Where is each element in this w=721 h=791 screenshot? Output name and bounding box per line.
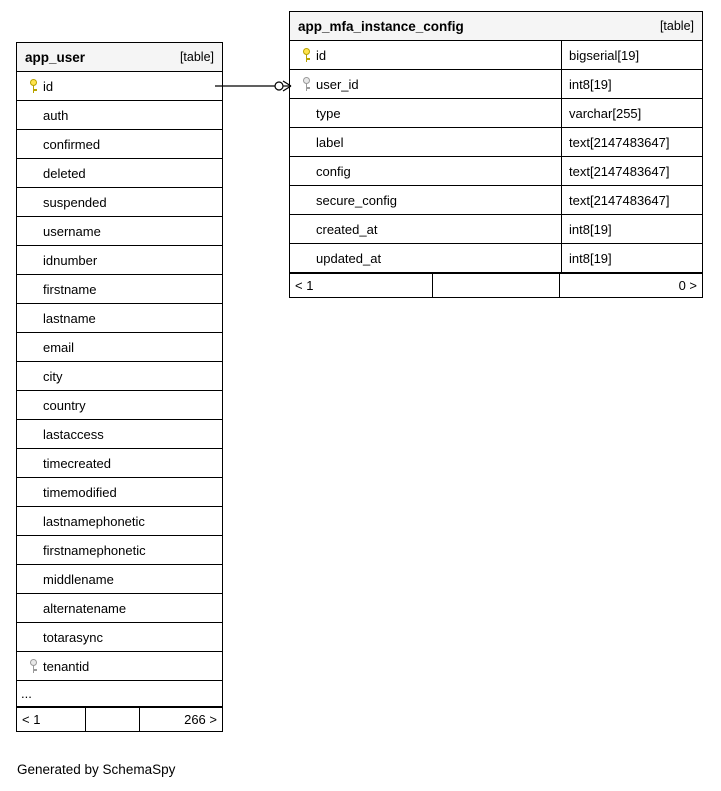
column-label: lastname <box>43 310 96 326</box>
foreign-key-icon <box>25 659 41 673</box>
table-row <box>290 157 702 186</box>
column-label: firstname <box>43 281 97 297</box>
column-type-cell: varchar[255] <box>561 99 704 127</box>
table-row <box>17 188 222 217</box>
generated-by-credit: Generated by SchemaSpy <box>17 762 176 777</box>
column-label: secure_config <box>316 192 397 208</box>
table-row <box>290 41 702 70</box>
column-label: config <box>316 163 351 179</box>
column-type-cell: int8[19] <box>561 244 704 272</box>
column-label: created_at <box>316 221 378 237</box>
next-page-button[interactable]: 0 > <box>678 278 697 293</box>
table-row <box>17 275 222 304</box>
table-row <box>17 449 222 478</box>
column-label: label <box>316 134 344 150</box>
column-label: username <box>43 223 101 239</box>
table-title: app_mfa_instance_config <box>298 18 464 34</box>
table-row <box>17 362 222 391</box>
table-row <box>290 244 702 273</box>
table-footer-app-mfa-instance-config <box>290 273 702 297</box>
column-name-cell <box>17 304 222 332</box>
table-row <box>17 391 222 420</box>
column-name-cell <box>17 188 222 216</box>
column-label: lastaccess <box>43 426 104 442</box>
column-name-cell <box>17 449 222 477</box>
table-footer-app-user <box>17 707 222 731</box>
column-name-cell <box>17 594 222 622</box>
column-label: confirmed <box>43 136 101 152</box>
column-label: updated_at <box>316 250 382 266</box>
table-row <box>17 565 222 594</box>
primary-key-icon <box>25 79 41 93</box>
column-name-cell <box>17 362 222 390</box>
column-label: lastnamephonetic <box>43 513 145 529</box>
table-row <box>17 72 222 101</box>
column-type-cell: text[2147483647] <box>561 157 704 185</box>
column-type-cell: bigserial[19] <box>561 41 704 69</box>
column-label: city <box>43 368 63 384</box>
column-label: timecreated <box>43 455 111 471</box>
column-name-cell <box>17 478 222 506</box>
foreign-key-icon <box>298 77 314 91</box>
column-name-cell <box>17 159 222 187</box>
column-type-cell: int8[19] <box>561 70 704 98</box>
column-label: idnumber <box>43 252 98 268</box>
table-type-tag: [table] <box>179 50 214 64</box>
column-name-cell <box>17 623 222 651</box>
column-label: user_id <box>316 76 359 92</box>
column-label: suspended <box>43 194 107 210</box>
table-row <box>290 186 702 215</box>
table-row <box>17 101 222 130</box>
column-name-cell <box>290 41 561 69</box>
table-row <box>17 246 222 275</box>
table-row <box>17 652 222 681</box>
column-name-cell <box>17 333 222 361</box>
table-row <box>290 215 702 244</box>
column-label: id <box>43 78 54 94</box>
table-row <box>17 594 222 623</box>
column-name-cell <box>290 70 561 98</box>
column-name-cell <box>290 128 561 156</box>
column-type-cell: text[2147483647] <box>561 186 704 214</box>
table-header-app-user <box>17 43 222 72</box>
table-row <box>17 507 222 536</box>
table-app-user[interactable] <box>16 42 223 732</box>
column-label: middlename <box>43 571 114 587</box>
column-label: totarasync <box>43 629 103 645</box>
column-label: timemodified <box>43 484 117 500</box>
footer-middle-cell <box>86 708 140 731</box>
column-label: deleted <box>43 165 86 181</box>
column-name-cell <box>290 157 561 185</box>
column-name-cell <box>17 536 222 564</box>
column-label: alternatename <box>43 600 127 616</box>
column-name-cell <box>17 130 222 158</box>
footer-middle-cell <box>433 274 560 297</box>
table-row <box>290 99 702 128</box>
column-name-cell <box>290 99 561 127</box>
column-label: auth <box>43 107 69 123</box>
column-name-cell <box>17 72 222 100</box>
column-label: tenantid <box>43 658 90 674</box>
table-app-mfa-instance-config[interactable] <box>289 11 703 298</box>
column-name-cell <box>17 652 222 680</box>
table-title: app_user <box>25 49 86 65</box>
more-columns-indicator: ... <box>21 686 32 701</box>
table-row <box>17 536 222 565</box>
column-name-cell <box>17 420 222 448</box>
table-header-app-mfa-instance-config <box>290 12 702 41</box>
column-name-cell <box>17 101 222 129</box>
column-label: email <box>43 339 75 355</box>
primary-key-icon <box>298 48 314 62</box>
table-row <box>17 623 222 652</box>
column-label: firstnamephonetic <box>43 542 146 558</box>
column-name-cell <box>290 215 561 243</box>
prev-page-button[interactable]: < 1 <box>290 274 433 297</box>
table-row <box>17 217 222 246</box>
column-label: country <box>43 397 86 413</box>
column-name-cell <box>17 246 222 274</box>
column-label: id <box>316 47 327 63</box>
column-type-cell: text[2147483647] <box>561 128 704 156</box>
prev-page-button[interactable]: < 1 <box>17 708 86 731</box>
column-name-cell <box>290 186 561 214</box>
column-label: type <box>316 105 341 121</box>
next-page-button[interactable]: 266 > <box>184 712 217 727</box>
column-name-cell <box>17 217 222 245</box>
table-row <box>17 420 222 449</box>
table-row <box>17 333 222 362</box>
column-name-cell <box>17 391 222 419</box>
column-name-cell <box>17 275 222 303</box>
table-row <box>17 159 222 188</box>
column-name-cell <box>17 507 222 535</box>
table-row <box>290 128 702 157</box>
table-row <box>17 478 222 507</box>
column-type-cell: int8[19] <box>561 215 704 243</box>
table-row <box>290 70 702 99</box>
table-row <box>17 304 222 333</box>
table-row <box>17 130 222 159</box>
column-name-cell <box>290 244 561 272</box>
table-row-ellipsis <box>17 681 222 707</box>
column-name-cell <box>17 565 222 593</box>
table-type-tag: [table] <box>659 19 694 33</box>
